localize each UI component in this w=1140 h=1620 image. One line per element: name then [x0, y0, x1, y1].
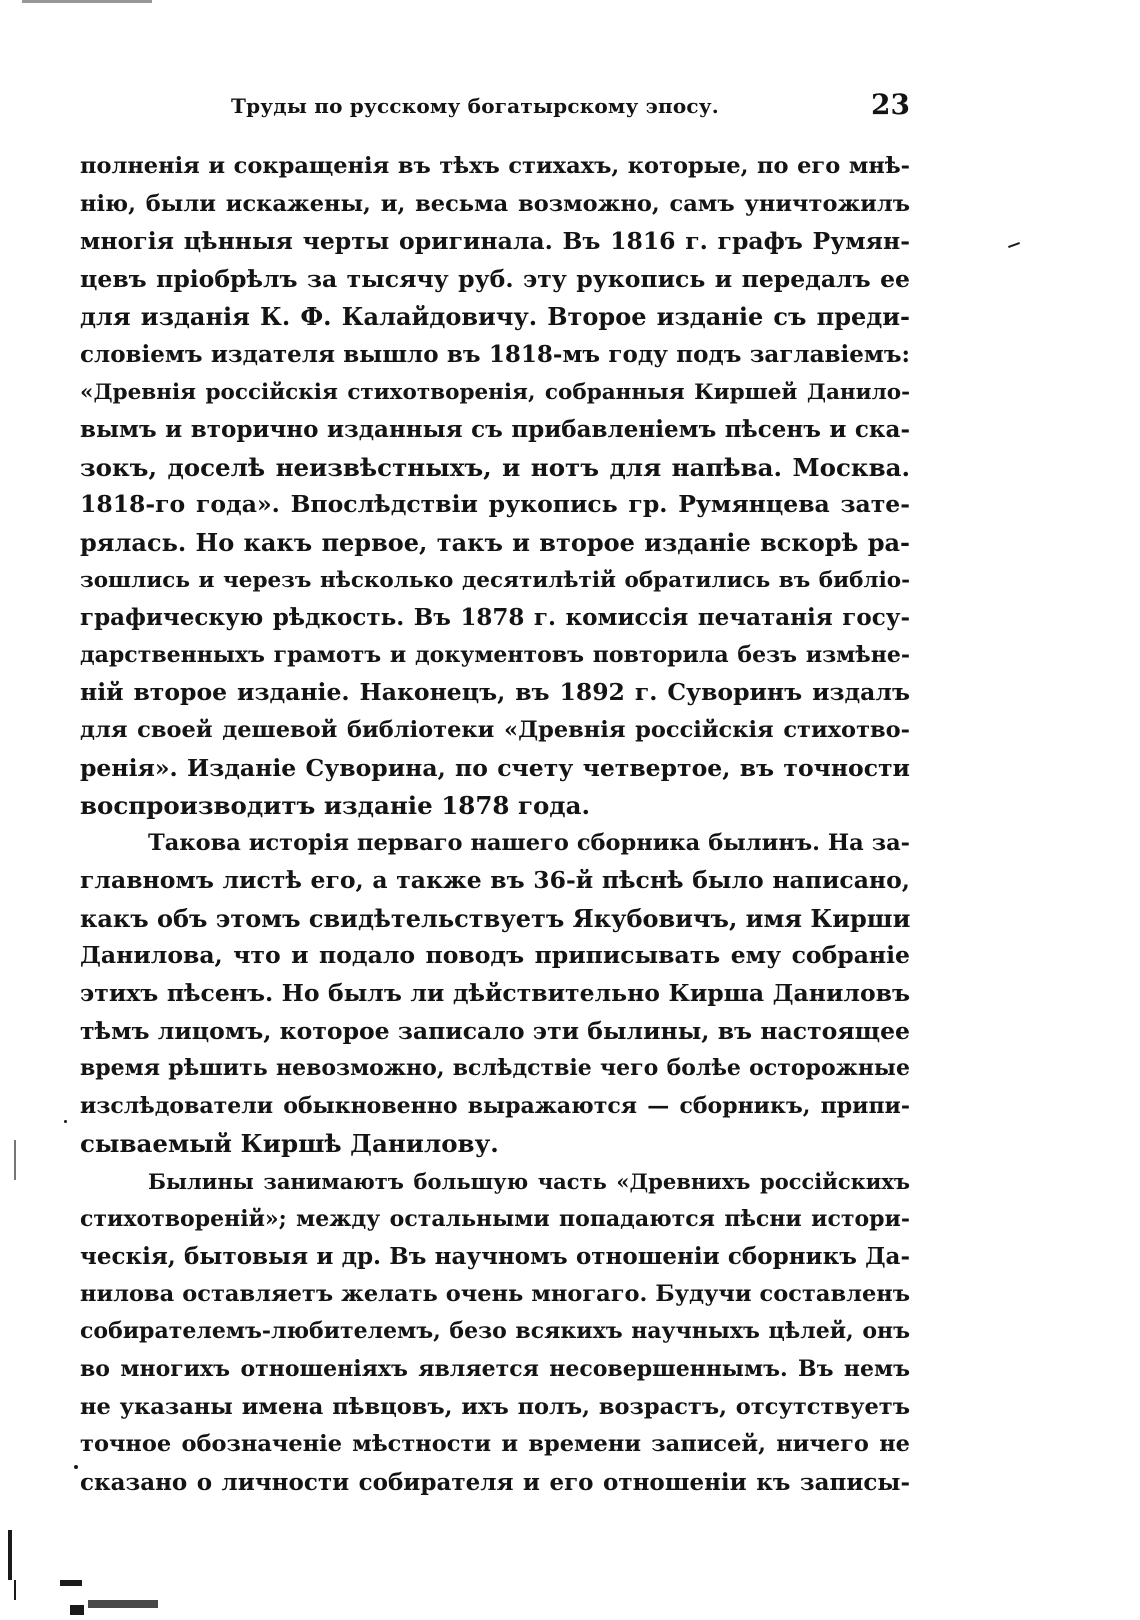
text-line: полненія и сокращенія въ тѣхъ стихахъ, которые, по его мнѣ-	[80, 153, 910, 179]
text-line: для изданія К. Ф. Калайдовичу. Второе изданіе съ преди-	[80, 302, 910, 332]
text-line: точное обозначеніе мѣстности и времени записей, ничего не	[80, 1431, 910, 1458]
body-text	[80, 148, 910, 1501]
text-line: не указаны имена пѣвцовъ, ихъ полъ, возрастъ, отсутствуетъ	[80, 1393, 910, 1420]
paragraph	[80, 1163, 910, 1501]
scan-artifact-dot	[64, 1120, 67, 1123]
text-line: цевъ пріобрѣлъ за тысячу руб. эту рукопись и передалъ ее	[80, 264, 910, 293]
text-line: этихъ пѣсенъ. Но былъ ли дѣйствительно Кирша Даниловъ	[80, 979, 910, 1008]
text-line: 1818-го года». Впослѣдствіи рукопись гр. Румянцева зате-	[80, 490, 910, 519]
text-line: ній второе изданіе. Наконецъ, въ 1892 г. Суворинъ издалъ	[80, 678, 910, 707]
text-line: нію, были искажены, и, весьма возможно, самъ уничтожилъ	[80, 190, 910, 217]
text-line: во многихъ отношеніяхъ является несовершеннымъ. Въ немъ	[80, 1356, 910, 1382]
text-line: Былины занимаютъ большую часть «Древнихъ россійскихъ	[148, 1169, 910, 1195]
paragraph	[80, 825, 910, 1163]
text-line: нилова оставляетъ желать очень многаго. Будучи составленъ	[80, 1280, 910, 1307]
text-line: зокъ, доселѣ неизвѣстныхъ, и нотъ для напѣва. Москва.	[80, 452, 910, 482]
running-title: Труды по русскому богатырскому эпосу.	[231, 94, 719, 118]
page-number: 23	[871, 88, 910, 121]
scan-artifact-blob	[60, 1580, 82, 1586]
text-line: тѣмъ лицомъ, которое записало эти былины, въ настоящее	[80, 1016, 910, 1045]
text-line: сказано о личности собирателя и его отношеніи къ записы-	[80, 1468, 910, 1496]
text-line: стихотвореній»; между остальными попадаются пѣсни истори-	[80, 1205, 910, 1232]
text-line: главномъ листѣ его, а также въ 36-й пѣснѣ было написано,	[80, 866, 910, 895]
scan-artifact-mark	[1008, 242, 1020, 248]
text-line: для своей дешевой библіотеки «Древнія россійскія стихотво-	[80, 716, 910, 743]
scan-artifact-edge	[14, 1580, 16, 1600]
scan-artifact-blob	[88, 1600, 158, 1608]
text-line: Данилова, что и подало поводъ приписывать ему собраніе	[80, 941, 910, 970]
text-line: воспроизводитъ изданіе 1878 года.	[80, 791, 591, 821]
text-line: изслѣдователи обыкновенно выражаются — сборникъ, припи-	[80, 1092, 910, 1119]
text-line: многія цѣнныя черты оригинала. Въ 1816 г. графъ Румян-	[80, 227, 910, 256]
paragraph	[80, 148, 910, 825]
scan-artifact-edge	[8, 1530, 12, 1580]
scan-artifact-edge	[14, 1140, 16, 1180]
text-line: дарственныхъ грамотъ и документовъ повторила безъ измѣне-	[80, 641, 910, 668]
text-line: какъ объ этомъ свидѣтельствуетъ Якубовичъ, имя Кирши	[80, 903, 910, 933]
text-line: ческія, бытовыя и др. Въ научномъ отношеніи сборникъ Да-	[80, 1243, 910, 1271]
text-line: вымъ и вторично изданныя съ прибавленіемъ пѣсенъ и ска-	[80, 416, 910, 444]
text-line: Такова исторія перваго нашего сборника былинъ. На за-	[148, 829, 910, 856]
text-line: сываемый Киршѣ Данилову.	[80, 1129, 499, 1159]
text-line: графическую рѣдкость. Въ 1878 г. комиссія печатанія госу-	[80, 604, 910, 632]
text-line: собирателемъ-любителемъ, безо всякихъ научныхъ цѣлей, онъ	[80, 1318, 910, 1345]
running-head	[80, 88, 910, 128]
text-line: словіемъ издателя вышло въ 1818-мъ году подъ заглавіемъ:	[80, 340, 910, 368]
text-line: ренія». Изданіе Суворина, по счету четвертое, въ точности	[80, 753, 910, 782]
text-line: зошлись и черезъ нѣсколько десятилѣтій обратились въ библіо-	[80, 567, 910, 593]
scan-artifact-top	[22, 0, 152, 3]
scan-artifact-blob	[70, 1605, 84, 1615]
text-line: «Древнія россійскія стихотворенія, собранныя Киршей Данило-	[80, 379, 910, 405]
scan-artifact-dot	[74, 1465, 78, 1469]
text-line: рялась. Но какъ первое, такъ и второе изданіе вскорѣ ра-	[80, 527, 910, 557]
text-line: время рѣшить невозможно, вслѣдствіе чего болѣе осторожные	[80, 1055, 910, 1082]
